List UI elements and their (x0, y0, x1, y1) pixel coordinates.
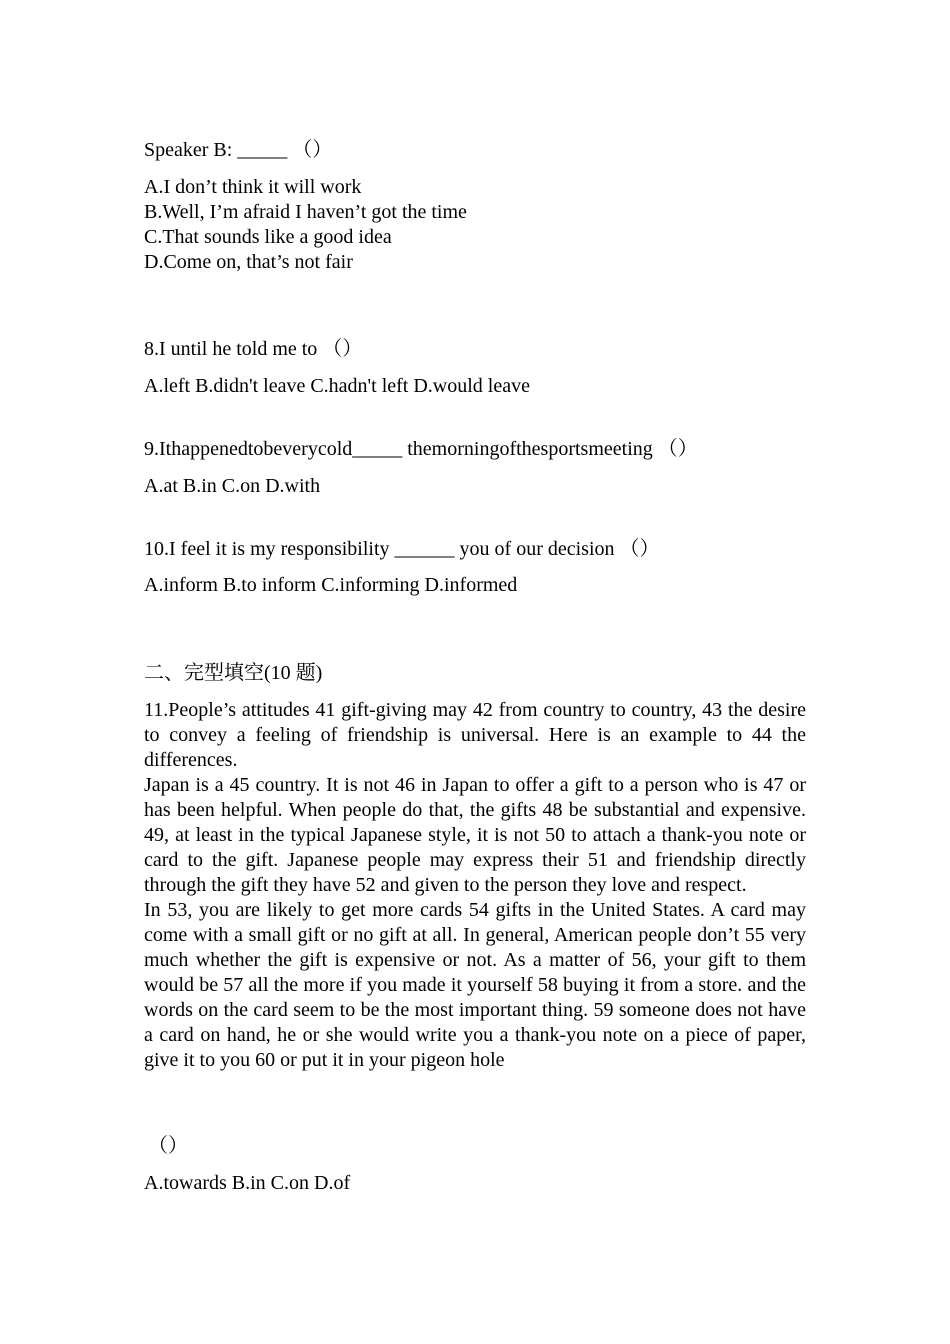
q7-option-a: A.I don’t think it will work (144, 176, 362, 198)
q7-option-d: D.Come on, that’s not fair (144, 251, 353, 273)
q11-paragraph-1: 11.People’s attitudes 41 gift-giving may 42 from country to country, 43 the desire to convey a feeling of friendship is universal. Here is an example to 44 the differences. (144, 699, 806, 771)
q11-options: A.towards B.in C.on D.of (144, 1172, 351, 1194)
q11-passage (144, 698, 806, 1073)
q11-paragraph-3: In 53, you are likely to get more cards 54 gifts in the United States. A card may come with a small gift or no gift at all. In general, American people don’t 55 very much whether the gift is expensive or not. As a matter of 56, your gift to them would be 57 all the more if you made it yourself 58 buying it from a store. and the words on the card seem to be the most important thing. 59 someone does not have a card on hand, he or she would write you a thank-you note on a piece of paper, give it to you 60 or put it in your pigeon hole (144, 899, 806, 1071)
q7-option-c: C.That sounds like a good idea (144, 226, 392, 248)
q11-answer-paren: （） (148, 1135, 188, 1157)
section-heading: 二、完型填空(10 题) (144, 662, 323, 684)
q10-stem: 10.I feel it is my responsibility ______ you of our decision （） (144, 538, 660, 560)
q9-options: A.at B.in C.on D.with (144, 475, 321, 497)
q10-options: A.inform B.to inform C.informing D.informed (144, 574, 518, 596)
q11-paragraph-2: Japan is a 45 country. It is not 46 in Japan to offer a gift to a person who is 47 or has been helpful. When people do that, the gifts 48 be substantial and expensive. 49, at least in the typical Japanese style, it is not 50 to attach a thank-you note or card to the gift. Japanese people may express their 51 and friendship directly through the gift they have 52 and given to the person they love and respect. (144, 774, 806, 896)
q8-options: A.left B.didn't leave C.hadn't left D.would leave (144, 375, 530, 397)
q7-option-b: B.Well, I’m afraid I haven’t got the time (144, 201, 467, 223)
q9-stem: 9.Ithappenedtobeverycold_____ themorningofthesportsmeeting （） (144, 438, 698, 460)
q7-options (144, 175, 806, 275)
q7-stem: Speaker B: _____ （） (144, 139, 333, 161)
q8-stem: 8.I until he told me to （） (144, 338, 363, 360)
